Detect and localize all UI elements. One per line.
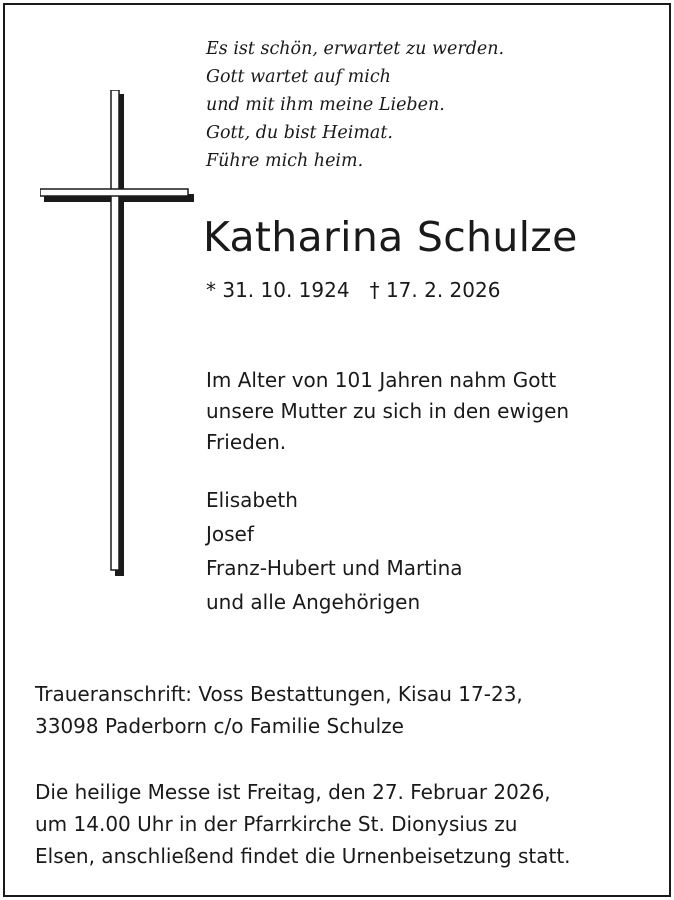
poem-line: Gott, du bist Heimat. (206, 123, 393, 143)
poem-line: und mit ihm meine Lieben. (206, 95, 445, 115)
poem (206, 35, 504, 175)
service-line: Die heilige Messe ist Freitag, den 27. Februar 2026, (35, 780, 551, 804)
funeral-service-info (35, 776, 571, 872)
mourning-address (35, 678, 523, 742)
address-line: 33098 Paderborn c/o Familie Schulze (35, 714, 404, 738)
mourners-list (206, 483, 463, 619)
death-message (206, 365, 636, 458)
service-line: um 14.00 Uhr in der Pfarrkirche St. Dionysius zu (35, 812, 518, 836)
poem-line: Es ist schön, erwartet zu werden. (206, 39, 505, 59)
deceased-name: Katharina Schulze (203, 213, 578, 261)
life-dates (206, 275, 500, 305)
message-line: unsere Mutter zu sich in den ewigen (206, 399, 570, 423)
mourner: Josef (206, 522, 254, 546)
poem-line: Führe mich heim. (206, 151, 364, 171)
death-date: † 17. 2. 2026 (369, 278, 501, 302)
obituary-card (3, 3, 671, 897)
poem-line: Gott wartet auf mich (206, 67, 391, 87)
mourner: und alle Angehörigen (206, 590, 421, 614)
latin-cross-icon (40, 90, 200, 578)
mourner: Elisabeth (206, 488, 298, 512)
address-line: Traueranschrift: Voss Bestattungen, Kisau 17-23, (35, 682, 523, 706)
service-line: Elsen, anschließend findet die Urnenbeisetzung statt. (35, 844, 571, 868)
message-line: Frieden. (206, 430, 287, 454)
birth-date: * 31. 10. 1924 (206, 278, 350, 302)
mourner: Franz-Hubert und Martina (206, 556, 463, 580)
message-line: Im Alter von 101 Jahren nahm Gott (206, 368, 557, 392)
